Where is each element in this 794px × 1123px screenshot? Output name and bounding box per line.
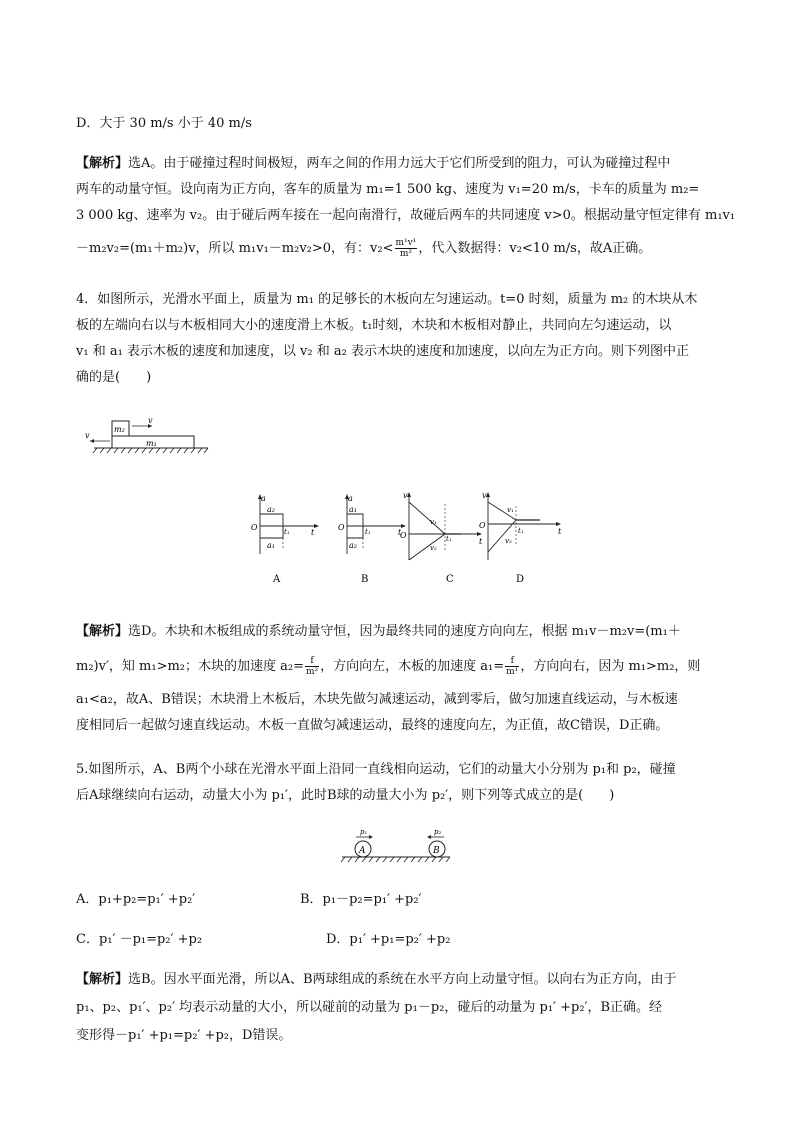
graph-b-taxis: t: [398, 528, 402, 537]
q5-option-d: D．p₁′ +p₁=p₂′ +p₂: [326, 932, 451, 947]
q3-option-d: D．大于 30 m/s 小于 40 m/s: [76, 116, 252, 131]
v-left-label: v: [85, 431, 90, 440]
ball-b-label: B: [433, 846, 440, 856]
q5-stem-line-2: 后A球继续向右运动，动量大小为 p₁′，此时B球的动量大小为 p₂′，则下列等式成立的是( ): [76, 788, 615, 803]
board-block-figure: [82, 412, 217, 457]
q4-analysis-line-1: [76, 622, 724, 642]
graph-c-t1: t₁: [446, 535, 452, 543]
graph-b-t1: t₁: [365, 528, 371, 536]
graph-c-bottom: v₂: [430, 544, 437, 552]
q3-analysis-line-3: 3 000 kg、速率为 v₂。由于碰后两车接在一起向南滑行，故碰后两车的共同速度 v>0。根据动量守恒定律有 m₁v₁: [76, 208, 736, 223]
q3-analysis-text-1: 选A。由于碰撞过程时间极短，两车之间的作用力远大于它们所受到的阻力，可认为碰撞过程中: [128, 156, 671, 171]
q3-analysis-line-4: [76, 238, 724, 259]
q5-analysis-line-1: [76, 970, 724, 990]
graph-a-taxis: t: [311, 528, 315, 537]
graph-d-yaxis: v: [482, 491, 487, 500]
q4-stem-line-4: 确的是( ): [76, 370, 152, 385]
fraction: [395, 238, 418, 259]
q4-analysis-text-2a: m₂)v′，知 m₁>m₂；木块的加速度 a₂=: [76, 659, 304, 674]
q4-analysis-text-1: 选D。木块和木板组成的系统动量守恒，因为最终共同的速度方向向左，根据 m₁v－m₂v=(m₁＋: [128, 624, 681, 639]
p2-label: p₂: [434, 828, 442, 836]
fraction-denominator: m¹: [506, 667, 519, 677]
graph-d-label: D: [516, 574, 525, 585]
q4-stem-line-2: 板的左端向右以与木板相同大小的速度滑上木板。t₁时刻，木块和木板相对静止，共同向左匀速运动，以: [76, 318, 672, 333]
graph-a-yaxis: a: [261, 494, 266, 503]
q3-analysis-line-2: 两车的动量守恒。设向南为正方向，客车的质量为 m₁=1 500 kg、速度为 v₁=20 m/s，卡车的质量为 m₂=: [76, 182, 700, 197]
graph-d-bottom: v₂: [505, 537, 512, 545]
analysis-tag: 【解析】: [76, 624, 129, 639]
graph-c-label: C: [446, 574, 454, 585]
fraction-numerator: f: [305, 656, 319, 667]
q4-stem-line-3: v₁ 和 a₁ 表示木板的速度和加速度，以 v₂ 和 a₂ 表示木块的速度和加速度，以向左为正方向。则下列图中正: [76, 344, 689, 359]
graph-a-bottom: a₁: [267, 541, 275, 550]
q4-analysis-text-2c: ，方向向右，因为 m₁>m₂，则: [520, 659, 701, 674]
two-balls-figure: [336, 826, 456, 866]
graph-c-taxis: t: [479, 537, 483, 546]
q5-option-a: A．p₁+p₂=p₁′ +p₂′: [76, 892, 196, 907]
q3-analysis-text-4b: ，代入数据得：v₂<10 m/s，故A正确。: [418, 241, 652, 256]
block-label: m₂: [114, 425, 125, 434]
graph-a-t1: t₁: [284, 528, 290, 536]
analysis-tag: 【解析】: [76, 972, 129, 987]
q3-analysis-text-4a: －m₂v₂=(m₁＋m₂)v，所以 m₁v₁－m₂v₂>0，有：v₂<: [76, 241, 394, 256]
fraction-numerator: m¹v¹: [395, 238, 417, 248]
board-label: m₁: [146, 439, 157, 448]
q5-analysis-line-3: 变形得－p₁′ +p₁=p₂′ +p₂，D错误。: [76, 1028, 292, 1043]
fraction-denominator: m²: [399, 249, 412, 259]
q4-analysis-line-3: a₁<a₂，故A、B错误；木块滑上木板后，木块先做匀减速运动，减到零后，做匀加速直线运动，与木板速: [76, 692, 678, 707]
graph-a-origin: O: [251, 523, 258, 532]
q5-option-b: B．p₁－p₂=p₁′ +p₂′: [300, 892, 422, 907]
q4-analysis-line-4: 度相同后一起做匀速直线运动。木板一直做匀减速运动，最终的速度向左，为正值，故C错误，D正确。: [76, 718, 669, 733]
v-right-label: v: [148, 416, 153, 425]
graph-b-label: B: [361, 574, 369, 585]
graph-d-top: v₁: [507, 506, 514, 514]
graph-a-label: A: [273, 574, 281, 585]
q4-stem-line-1: 4．如图所示，光滑水平面上，质量为 m₁ 的足够长的木板向左匀速运动。t=0 时刻，质量为 m₂ 的木块从木: [76, 292, 698, 307]
graph-b-yaxis: a: [348, 494, 353, 503]
ball-a-label: A: [359, 846, 366, 856]
fraction: [505, 656, 519, 677]
q5-option-c: C．p₁′ －p₁=p₂′ +p₂: [76, 932, 203, 947]
graph-b-top: a₁: [349, 505, 357, 514]
fraction-numerator: f: [505, 656, 519, 667]
q5-analysis-text-1: 选B。因水平面光滑，所以A、B两球组成的系统在水平方向上动量守恒。以向右为正方向，由于: [128, 972, 677, 987]
graph-a-top: a₂: [267, 505, 275, 514]
graph-d-taxis: t: [558, 527, 562, 536]
q5-analysis-line-2: p₁、p₂、p₁′、p₂′ 均表示动量的大小，所以碰前的动量为 p₁－p₂，碰后的动量为 p₁′ +p₂′，B正确。经: [76, 1000, 663, 1015]
p1-label: p₁: [360, 828, 368, 836]
graph-d-t1: t₁: [518, 527, 524, 535]
fraction-denominator: m²: [306, 667, 319, 677]
graph-d: [478, 488, 568, 588]
q4-analysis-line-2: [76, 656, 724, 677]
graph-d-origin: O: [479, 521, 486, 530]
graph-a: [248, 492, 328, 587]
fraction: [305, 656, 319, 677]
q4-analysis-text-2b: ，方向向左，木板的加速度 a₁=: [320, 659, 505, 674]
analysis-tag: 【解析】: [76, 156, 129, 171]
graph-c-yaxis: v: [403, 491, 408, 500]
graph-b-bottom: a₂: [349, 541, 357, 550]
graph-c-top: v₁: [430, 518, 437, 526]
graph-c-origin: O: [400, 531, 407, 540]
q5-stem-line-1: 5.如图所示，A、B两个小球在光滑水平面上沿同一直线相向运动，它们的动量大小分别为 p₁和 p₂，碰撞: [76, 762, 676, 777]
ground-hatch: [93, 448, 208, 453]
q3-analysis-line-1: [76, 154, 724, 174]
graph-c: [399, 488, 489, 588]
graph-b-origin: O: [338, 523, 345, 532]
